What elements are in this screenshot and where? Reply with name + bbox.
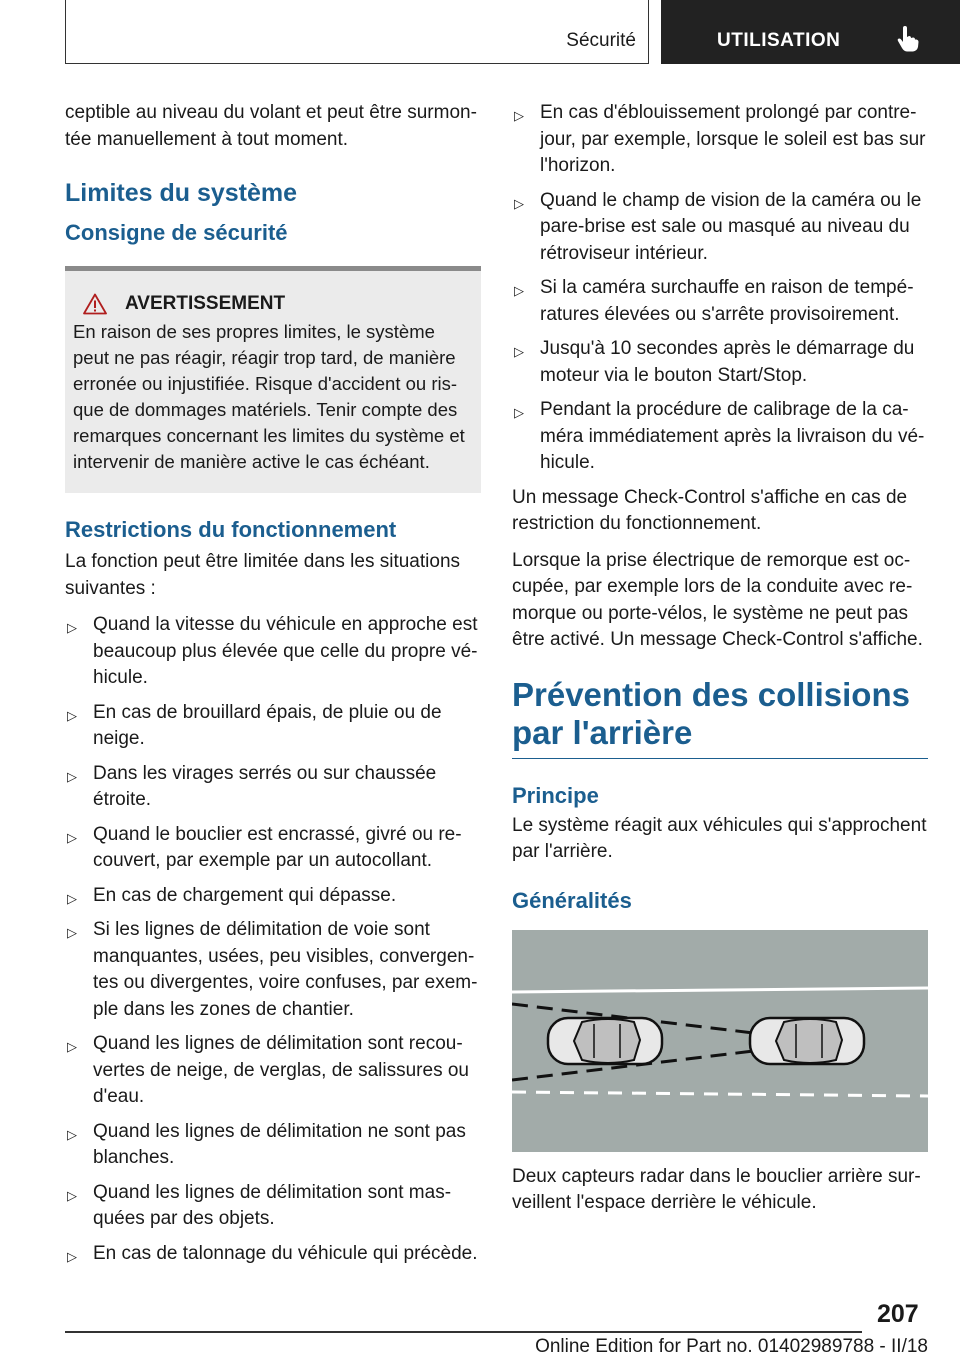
triangle-bullet-icon: ▷: [514, 108, 524, 123]
heading-safety-note: Consigne de sécurité: [65, 220, 288, 245]
triangle-bullet-icon: ▷: [514, 344, 524, 359]
triangle-bullet-icon: ▷: [67, 707, 77, 723]
header-section-box: [65, 0, 649, 64]
triangle-bullet-icon: ▷: [67, 620, 77, 635]
triangle-bullet-icon: ▷: [67, 925, 77, 940]
triangle-bullet-icon: ▷: [514, 405, 524, 420]
list-item: ▷ Jusqu'à 10 secondes après le démarrage du moteur via le bouton Start/Stop.: [514, 338, 915, 386]
trailer-paragraph: Lorsque la prise électrique de remorque est oc‐cupée, par exemple lors de la conduite avec re‐morque ou porte-vélos, le système ne peut pas être activé. Un message Check-Control s'affiche.: [512, 549, 923, 650]
list-item: ▷ Quand le champ de vision de la caméra ou le pare-brise est sale ou masqué au niveau du rétroviseur intérieur.: [514, 189, 922, 264]
header-chapter-box: [661, 0, 960, 64]
heading-restrictions: Restrictions du fonctionnement: [65, 517, 397, 542]
left-column: [65, 100, 481, 1275]
footer-edition: Online Edition for Part no. 01402989788 - II/18: [535, 1336, 928, 1357]
list-item: ▷ En cas de chargement qui dépasse.: [65, 883, 481, 910]
rear-car-icon: [548, 1018, 662, 1064]
figure-caption: Deux capteurs radar dans le bouclier arrière sur‐veillent l'espace derrière le véhicule.: [512, 1165, 921, 1213]
list-item: ▷ Quand les lignes de délimitation sont recou‐vertes de neige, de verglas, de salissures ou d'eau.: [67, 1033, 469, 1107]
pointing-hand-icon: [897, 26, 919, 57]
list-item: ▷ Quand les lignes de délimitation ne sont pas blanches.: [67, 1120, 466, 1168]
list-item: ▷ Si la caméra surchauffe en raison de tempé‐ratures élevées ou s'arrête provisoirement.: [514, 277, 914, 325]
triangle-bullet-icon: ▷: [67, 1248, 77, 1264]
header-section-title: Sécurité: [566, 30, 636, 51]
radar-illustration: [512, 930, 928, 1152]
restrictions-list-continued: [512, 100, 928, 477]
right-column: [512, 100, 928, 1227]
triangle-bullet-icon: ▷: [67, 768, 77, 784]
header-chapter-title: UTILISATION: [717, 30, 841, 51]
list-item: ▷ En cas de brouillard épais, de pluie ou de neige.: [67, 701, 442, 749]
heading-rear-collision-prevention: Prévention des collisions par l'arrière: [512, 676, 928, 759]
list-item: ▷ Si les lignes de délimitation de voie sont manquantes, usées, peu visibles, convergen‐tes ou divergentes, voire confuses, par exem‐ple dans les zones de chantier.: [67, 919, 478, 1020]
triangle-bullet-icon: ▷: [514, 195, 524, 211]
footer-divider: [65, 1331, 862, 1333]
list-item: ▷ Quand la vitesse du véhicule en approche est beaucoup plus élevée que celle du propre vé‐hicule.: [67, 614, 478, 688]
heading-principle: Principe: [512, 782, 599, 808]
triangle-bullet-icon: ▷: [67, 890, 77, 906]
warning-box: [65, 266, 481, 493]
list-item: ▷ Quand le bouclier est encrassé, givré ou re‐couvert, par exemple par un autocollant.: [67, 823, 462, 871]
list-item: ▷ Pendant la procédure de calibrage de la ca‐méra immédiatement après la livraison du vé‐hicule.: [514, 399, 925, 473]
triangle-bullet-icon: ▷: [67, 829, 77, 845]
following-car-icon: [750, 1018, 864, 1064]
warning-title: AVERTISSEMENT: [125, 293, 286, 314]
intro-paragraph: ceptible au niveau du volant et peut être surmon‐tée manuellement à tout moment.: [65, 102, 477, 150]
principle-paragraph: Le système réagit aux véhicules qui s'approchent par l'arrière.: [512, 814, 927, 862]
warning-triangle-icon: [83, 293, 107, 315]
restrictions-list: [65, 612, 481, 1267]
warning-title-row: [73, 293, 473, 315]
warning-text: En raison de ses propres limites, le système peut ne pas réagir, réagir trop tard, de manière erronée ou injustifiée. Risque d'accident ou ris‐que de dommages matériels. Tenir compte des remarques concernant les limites du système et intervenir de manière active le cas échéant.: [73, 321, 465, 472]
triangle-bullet-icon: ▷: [514, 283, 524, 298]
triangle-bullet-icon: ▷: [67, 1187, 77, 1203]
list-item: ▷ En cas de talonnage du véhicule qui précède.: [65, 1241, 481, 1268]
restrictions-intro: La fonction peut être limitée dans les situations suivantes :: [65, 551, 461, 599]
heading-general: Généralités: [512, 887, 632, 913]
heading-system-limits: Limites du système: [65, 179, 298, 207]
triangle-bullet-icon: ▷: [67, 1039, 77, 1054]
page-number: 207: [877, 1300, 919, 1328]
list-item: ▷ Dans les virages serrés ou sur chaussée étroite.: [67, 762, 437, 810]
checkcontrol-paragraph: Un message Check-Control s'affiche en cas de restriction du fonctionnement.: [512, 486, 908, 534]
list-item: ▷ Quand les lignes de délimitation sont mas‐quées par des objets.: [67, 1181, 452, 1229]
triangle-bullet-icon: ▷: [67, 1126, 77, 1142]
list-item: ▷ En cas d'éblouissement prolongé par contre-jour, par exemple, lorsque le soleil est bas sur l'horizon.: [514, 102, 926, 176]
